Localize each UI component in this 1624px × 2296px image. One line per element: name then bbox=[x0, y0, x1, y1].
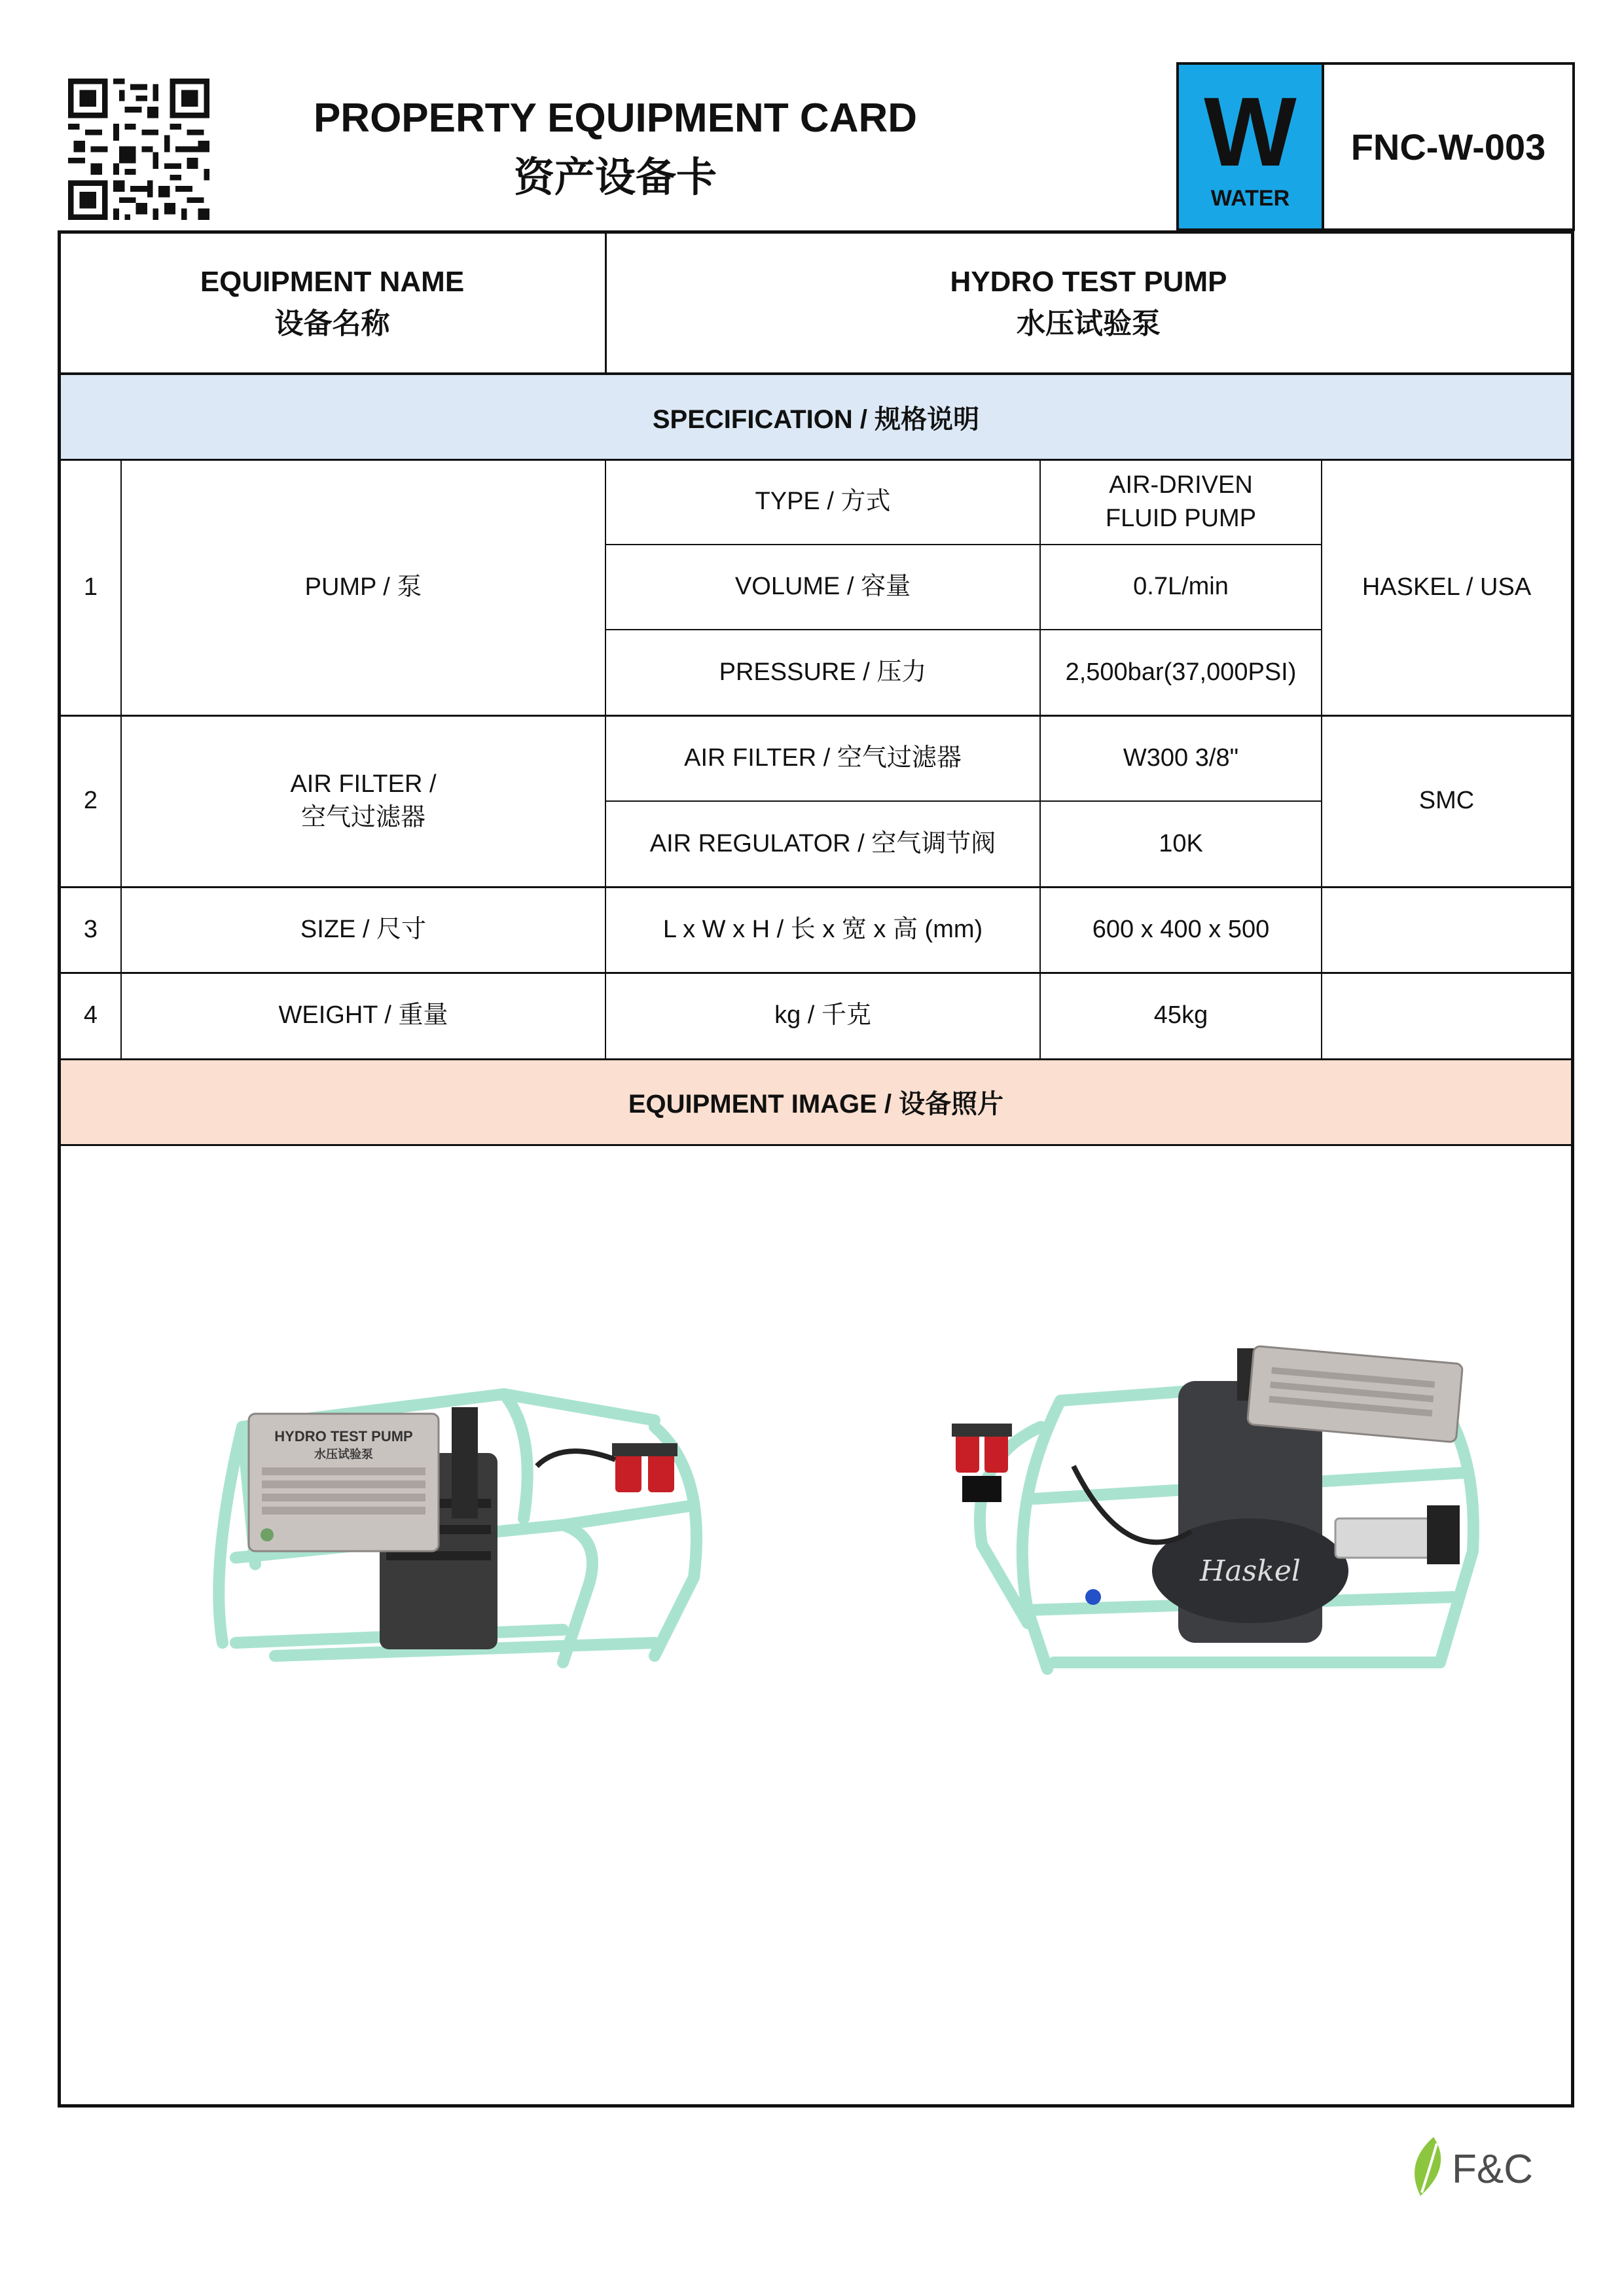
spec-brand bbox=[1322, 973, 1571, 1059]
spec-param-value: 600 x 400 x 500 bbox=[1092, 915, 1270, 943]
spec-param-value: 10K bbox=[1159, 829, 1203, 857]
equipment-photo-front bbox=[196, 1368, 733, 1708]
equipment-image-header bbox=[61, 1059, 1571, 1144]
equipment-name-value bbox=[606, 234, 1571, 372]
spec-param-value: 2,500bar(37,000PSI) bbox=[1065, 658, 1297, 686]
divider bbox=[120, 459, 122, 1059]
spec-param-label: VOLUME / 容量 bbox=[734, 573, 911, 601]
spec-param-value: 45kg bbox=[1153, 1001, 1208, 1030]
spec-param-label: PRESSURE / 压力 bbox=[719, 658, 927, 686]
equipment-photo-side bbox=[943, 1335, 1519, 1708]
divider bbox=[61, 372, 1571, 375]
divider bbox=[606, 800, 1322, 802]
spec-param-label: AIR FILTER / 空气过滤器 bbox=[684, 744, 962, 772]
divider bbox=[605, 459, 606, 1059]
equipment-name-label-cn: 设备名称 bbox=[274, 308, 390, 340]
category-letter: W bbox=[1204, 76, 1297, 187]
divider bbox=[61, 972, 1571, 974]
row-number: 4 bbox=[83, 1001, 98, 1030]
logo-text: F&C bbox=[1452, 2147, 1533, 2192]
divider bbox=[606, 629, 1322, 630]
outlet-valve bbox=[1335, 1505, 1460, 1564]
spec-item-pump: PUMP / 泵 bbox=[304, 573, 422, 601]
air-filter-unit bbox=[952, 1424, 1012, 1502]
divider bbox=[1039, 459, 1041, 1059]
spec-item-air-filter: AIR FILTER / 空气过滤器 bbox=[290, 770, 437, 831]
row-number: 1 bbox=[83, 573, 98, 601]
spec-param-label: L x W x H / 长 x 宽 x 高 (mm) bbox=[662, 915, 983, 943]
divider bbox=[61, 1058, 1571, 1060]
qr-code bbox=[68, 79, 209, 220]
spec-item-size: SIZE / 尺寸 bbox=[300, 915, 427, 943]
row-number: 3 bbox=[83, 915, 98, 943]
row-number: 2 bbox=[83, 787, 98, 815]
equipment-name-label bbox=[61, 234, 604, 372]
category-label: WATER bbox=[1210, 185, 1290, 211]
divider bbox=[605, 234, 607, 372]
spec-param-value: W300 3/8" bbox=[1123, 744, 1239, 772]
name-plate bbox=[249, 1414, 439, 1551]
spec-param-value: AIR-DRIVEN FLUID PUMP bbox=[1105, 471, 1257, 532]
name-plate bbox=[1247, 1346, 1462, 1442]
spec-item-weight: WEIGHT / 重量 bbox=[278, 1001, 448, 1030]
spec-param-label: AIR REGULATOR / 空气调节阀 bbox=[649, 829, 996, 857]
spec-param-label: kg / 千克 bbox=[774, 1001, 871, 1030]
specification-header bbox=[61, 374, 1571, 459]
equipment-name-label-en: EQUIPMENT NAME bbox=[200, 266, 465, 298]
divider bbox=[61, 459, 1571, 461]
plate-title-en: HYDRO TEST PUMP bbox=[274, 1428, 413, 1444]
air-filter-unit bbox=[537, 1443, 677, 1492]
category-badge bbox=[1179, 65, 1322, 228]
pump-brand-logo: Haskel bbox=[1200, 1554, 1301, 1588]
spec-param-value: 0.7L/min bbox=[1133, 573, 1229, 601]
divider bbox=[1321, 459, 1322, 1059]
divider bbox=[606, 544, 1322, 545]
divider bbox=[61, 1144, 1571, 1146]
equipment-name-en: HYDRO TEST PUMP bbox=[950, 266, 1227, 298]
card-title-en: PROPERTY EQUIPMENT CARD bbox=[313, 95, 918, 141]
divider bbox=[61, 886, 1571, 888]
equipment-image-title: EQUIPMENT IMAGE / 设备照片 bbox=[628, 1089, 1004, 1119]
divider bbox=[61, 715, 1571, 717]
equipment-code: FNC-W-003 bbox=[1350, 126, 1546, 168]
spec-brand: SMC bbox=[1418, 787, 1475, 815]
card-title-cn: 资产设备卡 bbox=[513, 154, 717, 200]
company-logo bbox=[1407, 2130, 1545, 2202]
specification-title: SPECIFICATION / 规格说明 bbox=[652, 404, 980, 434]
leaf-icon bbox=[1415, 2137, 1441, 2196]
plate-title-cn: 水压试验泵 bbox=[314, 1448, 373, 1462]
spec-brand bbox=[1322, 887, 1571, 973]
spec-brand: HASKEL / USA bbox=[1362, 573, 1532, 601]
equipment-name-cn: 水压试验泵 bbox=[1017, 308, 1161, 340]
spec-param-label: TYPE / 方式 bbox=[755, 488, 891, 516]
